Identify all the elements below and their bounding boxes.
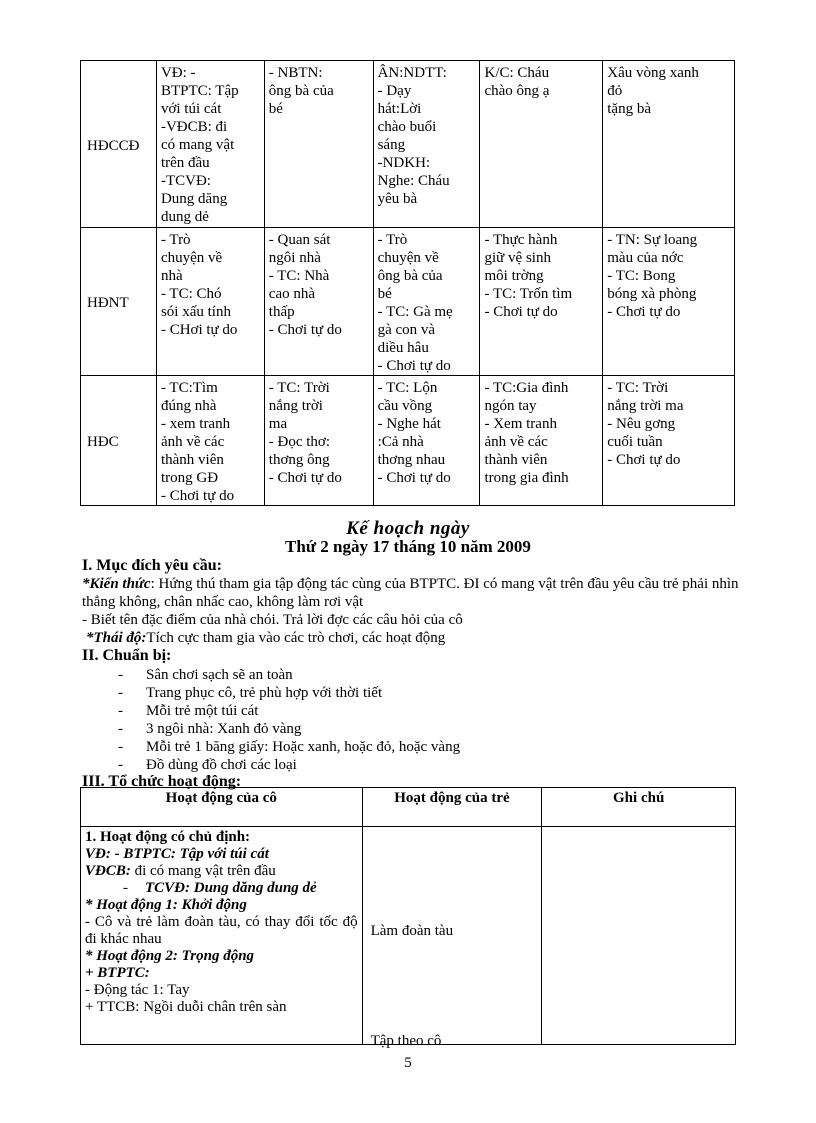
table-cell: K/C: Cháu chào ông ạ: [480, 61, 603, 228]
table-cell: - Trò chuyện về nhà - TC: Chó sói xấu tính - CHơi tự do: [156, 228, 264, 376]
table-cell: - NBTN: ông bà của bé: [264, 61, 373, 228]
table-cell: - TC: Lộn cầu vồng - Nghe hát :Cả nhà thơng nhau - Chơi tự do: [373, 376, 480, 506]
knowledge-paragraph: *Kiến thức: Hứng thú tham gia tập động tác cùng của BTPTC. ĐI có mang vật trên đầu yêu cầu trẻ phải nhìn thẳng không, chân nhấc cao, không làm rơi vật: [82, 576, 739, 610]
table-cell: - Thực hành giữ vệ sinh môi trờng - TC: Trốn tìm - Chơi tự do: [480, 228, 603, 376]
row-label: HĐC: [81, 376, 157, 506]
table-cell: - TN: Sự loang màu của nớc - TC: Bong bóng xà phòng - Chơi tự do: [603, 228, 735, 376]
table-row: [81, 376, 735, 506]
page-number: 5: [404, 1055, 412, 1071]
prep-list: [118, 666, 460, 774]
list-item: - Mỗi trẻ 1 băng giấy: Hoặc xanh, hoặc đỏ, hoặc vàng: [118, 739, 461, 755]
list-item: - Đồ dùng đồ chơi các loại: [118, 757, 297, 773]
row-label: HĐCCĐ: [81, 61, 157, 228]
attitude-line: *Thái độ:Tích cực tham gia vào các trò chơi, các hoạt động: [86, 630, 446, 646]
table-cell: - TC:Gia đình ngón tay - Xem tranh ảnh về các thành viên trong gia đình: [480, 376, 603, 506]
table-row: [81, 228, 735, 376]
table-cell: - Trò chuyện về ông bà của bé - TC: Gà mẹ gà con và diều hâu - Chơi tự do: [373, 228, 480, 376]
child-activity-cell: Làm đoàn tàu Tập theo cô: [362, 827, 542, 1045]
activity-table: [80, 787, 736, 1049]
notes-cell: [542, 827, 736, 1045]
row-label: HĐNT: [81, 228, 157, 376]
plan-title: Kế hoạch ngày: [346, 518, 470, 539]
skill-line: - Biết tên đặc điểm của nhà chói. Trả lời đợc các câu hỏi của cô: [82, 612, 463, 628]
list-item: - Sân chơi sạch sẽ an toàn: [118, 667, 293, 683]
table-row: [81, 61, 735, 228]
table-cell: - Quan sát ngôi nhà - TC: Nhà cao nhà thấp - Chơi tự do: [264, 228, 373, 376]
table-header-row: [81, 788, 736, 827]
column-header: Ghi chú: [542, 788, 736, 827]
plan-date: Thứ 2 ngày 17 tháng 10 năm 2009: [285, 537, 531, 556]
table-cell: - TC: Trời nắng trời ma - Nêu gơng cuối tuần - Chơi tự do: [603, 376, 735, 506]
section-heading-prep: II. Chuẩn bị:: [82, 647, 172, 664]
section-heading-goals: I. Mục đích yêu cầu:: [82, 557, 222, 574]
column-header: Hoạt động của cô: [81, 788, 363, 827]
section-heading-activities: III. Tổ chức hoạt động:: [82, 773, 242, 790]
table-cell: - TC:Tìm đúng nhà - xem tranh ảnh về các thành viên trong GĐ - Chơi tự do: [156, 376, 264, 506]
table-cell: - TC: Trời nắng trời ma - Đọc thơ: thơng ông - Chơi tự do: [264, 376, 373, 506]
table-row: [81, 827, 736, 1045]
table-cell: VĐ: - BTPTC: Tập với túi cát -VĐCB: đi có mang vật trên đầu -TCVĐ: Dung dăng dung dẻ: [156, 61, 264, 228]
table-cell: ÂN:NDTT: - Dạy hát:Lời chào buổi sáng -NDKH: Nghe: Cháu yêu bà: [373, 61, 480, 228]
list-item: - 3 ngôi nhà: Xanh đỏ vàng: [118, 721, 302, 737]
list-item: - Mỗi trẻ một túi cát: [118, 703, 259, 719]
list-item: - Trang phục cô, trẻ phù hợp với thời tiết: [118, 685, 383, 701]
column-header: Hoạt động của trẻ: [362, 788, 542, 827]
weekly-schedule-table: [80, 60, 735, 506]
table-cell: Xâu vòng xanh đỏ tặng bà: [603, 61, 735, 228]
teacher-activity-cell: 1. Hoạt động có chủ định: VĐ: - BTPTC: Tập với túi cát VĐCB: đi có mang vật trên đầu - TCVĐ: Dung dăng dung dẻ * Hoạt động 1: Khởi động - Cô và trẻ làm đoàn tàu, có thay đổi tốc độ đi khác nhau * Hoạt động 2: Trọng động + BTPTC: - Động tác 1: Tay + TTCB: Ngồi duỗi chân trên sàn: [81, 827, 363, 1045]
